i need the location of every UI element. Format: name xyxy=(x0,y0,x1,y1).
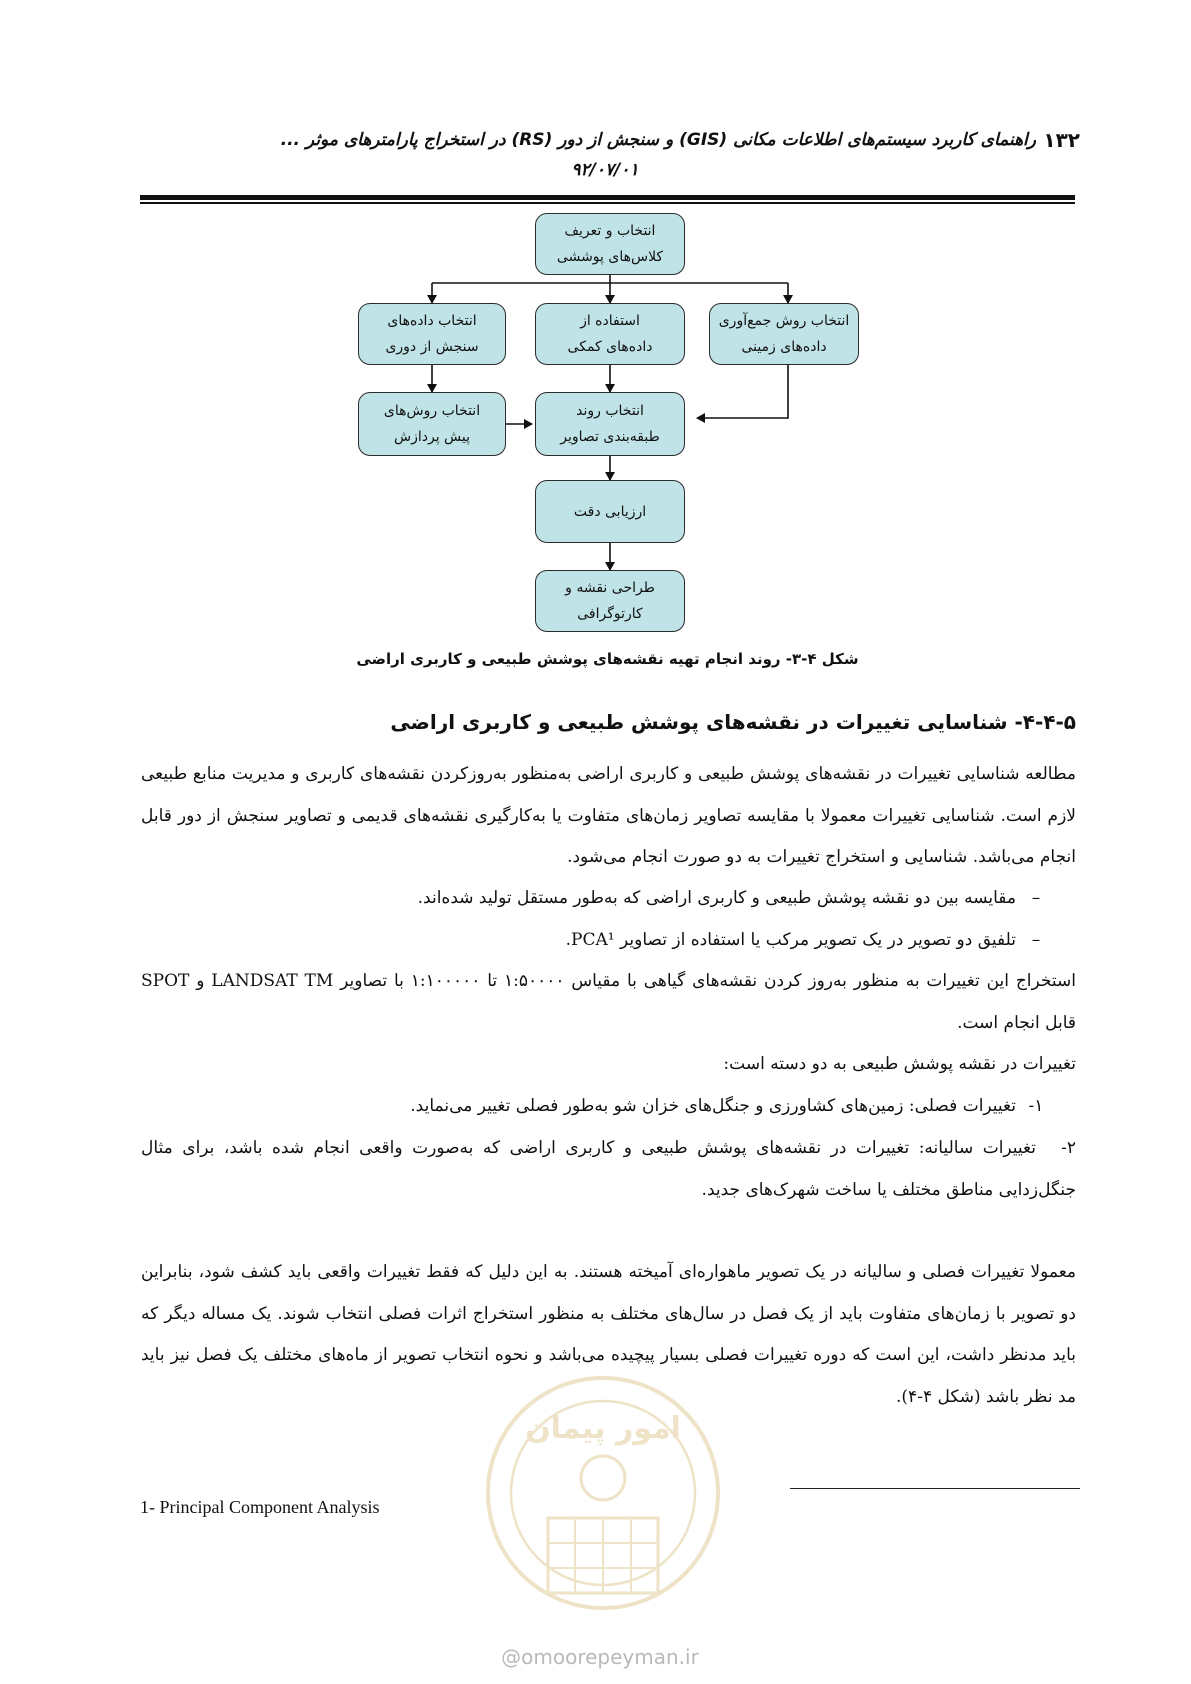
watermark-url: @omoorepeyman.ir xyxy=(501,1645,699,1669)
box-accuracy-assessment: ارزیابی دقت xyxy=(535,480,685,543)
watermark-emblem-icon xyxy=(478,1368,728,1638)
numbered-item: ۲-تغییرات سالیانه: تغییرات در نقشه‌های پوشش طبیعی و کاربری اراضی که به‌صورت واقعی انجام شده باشد، برای مثال جنگل‌زدایی مناطق مختلف یا ساخت شهرک‌های جدید. xyxy=(141,1128,1096,1211)
dash-bullet: – xyxy=(1031,930,1041,950)
section-heading: ۴-۴-۵- شناسایی تغییرات در نقشه‌های پوشش طبیعی و کاربری اراضی xyxy=(390,710,1076,734)
arrow-ground-to-classification xyxy=(697,365,788,418)
box-use-auxiliary-data: استفاده از داده‌های کمکی xyxy=(535,303,685,365)
footnote-rule xyxy=(790,1488,1080,1489)
footnote: 1- Principal Component Analysis xyxy=(140,1497,380,1517)
box-select-remote-sensing-data: انتخاب داده‌های سنجش از دوری xyxy=(358,303,506,365)
paragraph-seasonal-annual: معمولا تغییرات فصلی و سالیانه در یک تصویر ماهواره‌ای آمیخته هستند. به این دلیل که فقط تغییرات واقعی باید کشف شود، بنابراین دو تصویر با زمان‌های متفاوت باید از یک فصل در سال‌های مختلف به منظور استخراج اثرات فصلی انتخاب شوند. یک مساله دیگر که باید مدنظر داشت، این است که دوره تغییرات فصلی بسیار پیچیده می‌باشد و نحوه انتخاب تصویر از ماه‌های مختلف یک فصل نیز باید مد نظر باشد (شکل ۴-۴). xyxy=(141,1262,1076,1407)
dash-bullet: – xyxy=(1031,888,1041,908)
item-number: ۲- xyxy=(1061,1138,1076,1158)
numbered-item: ۱-تغییرات فصلی: زمین‌های کشاورزی و جنگل‌های خزان شو به‌طور فصلی تغییر می‌نماید. xyxy=(141,1086,1076,1128)
box-select-ground-data-method: انتخاب روش جمع‌آوری داده‌های زمینی xyxy=(709,303,859,365)
box-map-design-cartography: طراحی نقشه و کارتوگرافی xyxy=(535,570,685,632)
box-select-classification-process: انتخاب روند طبقه‌بندی تصاویر xyxy=(535,392,685,456)
header-date: ۹۲/۰۷/۰۱ xyxy=(571,160,639,180)
running-header-title: راهنمای کاربرد سیستم‌های اطلاعات مکانی (GIS) و سنجش از دور (RS) در استخراج پارامترهای موثر ... xyxy=(280,130,1036,150)
box-select-preprocessing-methods: انتخاب روش‌های پیش پردازش xyxy=(358,392,506,456)
paragraph-intro: مطالعه شناسایی تغییرات در نقشه‌های پوشش طبیعی و کاربری اراضی به‌منظور به‌روزکردن نقشه‌های کاربری و مدیریت منابع طبیعی لازم است. شناسایی تغییرات معمولا با مقایسه تصاویر زمان‌های متفاوت یا به‌کارگیری نقشه‌های قدیمی و تصاویر سنجش از دور قابل انجام می‌باشد. شناسایی و استخراج تغییرات به دو صورت انجام می‌شود. xyxy=(141,764,1076,867)
svg-text:امور پیمان: امور پیمان xyxy=(525,1411,681,1446)
figure-caption: شکل ۴-۳- روند انجام تهیه نقشه‌های پوشش طبیعی و کاربری اراضی xyxy=(356,650,859,668)
box-select-cover-classes: انتخاب و تعریف کلاس‌های پوششی xyxy=(535,213,685,275)
page-number: ۱۳۲ xyxy=(1043,128,1080,152)
flowchart xyxy=(0,0,1191,660)
list-item: –مقایسه بین دو نقشه پوشش طبیعی و کاربری اراضی که به‌طور مستقل تولید شده‌اند. xyxy=(141,878,1076,920)
paragraph-scale: استخراج این تغییرات به منظور به‌روز کردن نقشه‌های گیاهی با مقیاس ۱:۵۰۰۰۰ تا ۱:۱۰۰۰۰۰ با تصاویر LANDSAT TM و SPOT قابل انجام است. xyxy=(141,971,1076,1033)
list-item: –تلفیق دو تصویر در یک تصویر مرکب یا استفاده از تصاویر PCA¹. xyxy=(141,920,1076,962)
paragraph-categories-intro: تغییرات در نقشه پوشش طبیعی به دو دسته است: xyxy=(723,1054,1076,1074)
item-number: ۱- xyxy=(1028,1096,1044,1116)
